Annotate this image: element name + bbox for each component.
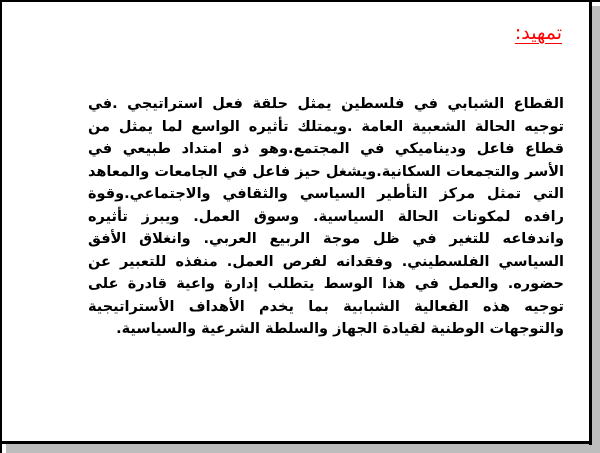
frame-shadow-bottom [6, 444, 600, 453]
frame-border-right [589, 0, 592, 445]
frame-border-left [0, 0, 2, 453]
frame-shadow-right [592, 6, 600, 453]
body-paragraph: القطاع الشبابي في فلسطين يمثل حلقة فعل استراتيجي .في توجيه الحالة الشعبية العامة .ويمتلك تأثيره الواسع لما يمثل من قطاع فاعل وديناميكي في المجتمع.وهو ذو امتداد طبيعي في الأسر والتجمعات السكانية.ويشغل حيز فاعل في الجامعات والمعاهد التي تمثل مركز التأطير السياسي والثقافي والاجتماعي.وقوة رافده لمكونات الحالة السياسية. وسوق العمل. ويبرز تأثيره واندفاعه للتغير في ظل موجة الربيع العربي. وانغلاق الأفق السياسي الفلسطيني. وفقدانه لفرص العمل. منفذه للتعبير عن حضوره. والعمل في هذا الوسط يتطلب إدارة واعية قادرة على توجيه هذه الفعالية الشبابية بما يخدم الأهداف الأستراتيجية والتوجهات الوطنية لقيادة الجهاز والسلطة الشرعية والسياسية. [88, 96, 564, 337]
frame-border-top [0, 0, 600, 2]
section-heading: تمهيد: [514, 22, 562, 44]
frame-border-bottom [0, 441, 592, 444]
